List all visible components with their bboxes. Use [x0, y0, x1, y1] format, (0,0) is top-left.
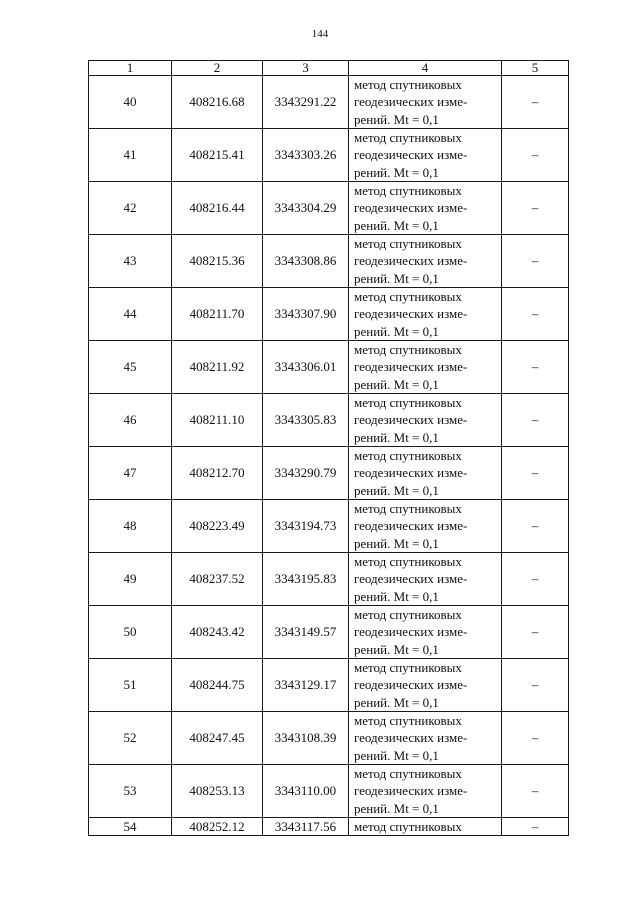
note-cell: – [502, 765, 569, 818]
x-coordinate-cell: 408253.13 [172, 765, 263, 818]
method-line: рений. Mt = 0,1 [354, 323, 439, 339]
table-row [89, 341, 569, 394]
note-cell: – [502, 288, 569, 341]
point-number-cell: 50 [89, 606, 172, 659]
note-cell: – [502, 447, 569, 500]
x-coordinate-cell: 408215.41 [172, 129, 263, 182]
method-line: рений. Mt = 0,1 [354, 747, 439, 763]
table-row [89, 712, 569, 765]
method-line: метод спутниковых [354, 289, 462, 305]
point-number-cell: 45 [89, 341, 172, 394]
method-cell [349, 235, 502, 288]
method-line: рений. Mt = 0,1 [354, 111, 439, 127]
method-line: рений. Mt = 0,1 [354, 694, 439, 710]
method-cell [349, 500, 502, 553]
header-cell: 4 [349, 61, 502, 76]
note-cell: – [502, 606, 569, 659]
method-line: рений. Mt = 0,1 [354, 535, 439, 551]
method-cell [349, 553, 502, 606]
table-row [89, 394, 569, 447]
note-cell: – [502, 553, 569, 606]
y-coordinate-cell: 3343129.17 [263, 659, 349, 712]
x-coordinate-cell: 408211.70 [172, 288, 263, 341]
point-number-cell: 53 [89, 765, 172, 818]
point-number-cell: 54 [89, 818, 172, 836]
table-row [89, 288, 569, 341]
method-line: геодезических изме- [354, 306, 468, 322]
y-coordinate-cell: 3343306.01 [263, 341, 349, 394]
note-cell: – [502, 76, 569, 129]
x-coordinate-cell: 408252.12 [172, 818, 263, 836]
x-coordinate-cell: 408216.68 [172, 76, 263, 129]
method-line: метод спутниковых [354, 607, 462, 623]
point-number-cell: 42 [89, 182, 172, 235]
header-row [89, 61, 569, 76]
table-row [89, 76, 569, 129]
y-coordinate-cell: 3343290.79 [263, 447, 349, 500]
method-cell [349, 394, 502, 447]
table-row [89, 447, 569, 500]
method-line: геодезических изме- [354, 730, 468, 746]
y-coordinate-cell: 3343305.83 [263, 394, 349, 447]
point-number-cell: 44 [89, 288, 172, 341]
x-coordinate-cell: 408212.70 [172, 447, 263, 500]
table-row [89, 235, 569, 288]
method-line: метод спутниковых [354, 183, 462, 199]
method-line: метод спутниковых [354, 236, 462, 252]
table-row [89, 553, 569, 606]
note-cell: – [502, 182, 569, 235]
table-row [89, 818, 569, 836]
y-coordinate-cell: 3343108.39 [263, 712, 349, 765]
note-cell: – [502, 818, 569, 836]
method-line: геодезических изме- [354, 783, 468, 799]
method-line: рений. Mt = 0,1 [354, 641, 439, 657]
method-line: рений. Mt = 0,1 [354, 429, 439, 445]
x-coordinate-cell: 408244.75 [172, 659, 263, 712]
note-cell: – [502, 341, 569, 394]
header-cell: 3 [263, 61, 349, 76]
method-cell [349, 182, 502, 235]
method-line: геодезических изме- [354, 147, 468, 163]
y-coordinate-cell: 3343291.22 [263, 76, 349, 129]
point-number-cell: 46 [89, 394, 172, 447]
table-row [89, 182, 569, 235]
method-line: рений. Mt = 0,1 [354, 482, 439, 498]
method-line: рений. Mt = 0,1 [354, 588, 439, 604]
point-number-cell: 48 [89, 500, 172, 553]
method-cell [349, 712, 502, 765]
header-cell: 1 [89, 61, 172, 76]
y-coordinate-cell: 3343308.86 [263, 235, 349, 288]
method-cell [349, 818, 502, 836]
method-line: геодезических изме- [354, 412, 468, 428]
y-coordinate-cell: 3343117.56 [263, 818, 349, 836]
x-coordinate-cell: 408211.10 [172, 394, 263, 447]
note-cell: – [502, 394, 569, 447]
table-header [89, 61, 569, 76]
point-number-cell: 52 [89, 712, 172, 765]
y-coordinate-cell: 3343307.90 [263, 288, 349, 341]
table-row [89, 606, 569, 659]
method-cell [349, 129, 502, 182]
method-line: рений. Mt = 0,1 [354, 800, 439, 816]
point-number-cell: 40 [89, 76, 172, 129]
method-cell [349, 341, 502, 394]
method-line: метод спутниковых [354, 766, 462, 782]
method-line: геодезических изме- [354, 200, 468, 216]
x-coordinate-cell: 408215.36 [172, 235, 263, 288]
table-row [89, 659, 569, 712]
method-line: геодезических изме- [354, 359, 468, 375]
method-line: геодезических изме- [354, 465, 468, 481]
method-cell [349, 288, 502, 341]
coordinates-table [88, 60, 569, 836]
y-coordinate-cell: 3343149.57 [263, 606, 349, 659]
method-line: рений. Mt = 0,1 [354, 376, 439, 392]
method-line: геодезических изме- [354, 94, 468, 110]
method-cell [349, 76, 502, 129]
table-row [89, 765, 569, 818]
method-line: метод спутниковых [354, 130, 462, 146]
header-cell: 2 [172, 61, 263, 76]
method-line: геодезических изме- [354, 571, 468, 587]
x-coordinate-cell: 408223.49 [172, 500, 263, 553]
note-cell: – [502, 235, 569, 288]
point-number-cell: 43 [89, 235, 172, 288]
note-cell: – [502, 129, 569, 182]
point-number-cell: 49 [89, 553, 172, 606]
table-row [89, 500, 569, 553]
method-line: метод спутниковых [354, 77, 462, 93]
method-line: рений. Mt = 0,1 [354, 164, 439, 180]
y-coordinate-cell: 3343195.83 [263, 553, 349, 606]
x-coordinate-cell: 408243.42 [172, 606, 263, 659]
method-line: метод спутниковых [354, 342, 462, 358]
method-line: рений. Mt = 0,1 [354, 217, 439, 233]
x-coordinate-cell: 408211.92 [172, 341, 263, 394]
method-line: геодезических изме- [354, 677, 468, 693]
table-row [89, 129, 569, 182]
note-cell: – [502, 659, 569, 712]
note-cell: – [502, 500, 569, 553]
method-line: метод спутниковых [354, 713, 462, 729]
y-coordinate-cell: 3343304.29 [263, 182, 349, 235]
method-line: геодезических изме- [354, 518, 468, 534]
method-line: метод спутниковых [354, 395, 462, 411]
method-cell [349, 765, 502, 818]
y-coordinate-cell: 3343194.73 [263, 500, 349, 553]
y-coordinate-cell: 3343110.00 [263, 765, 349, 818]
point-number-cell: 51 [89, 659, 172, 712]
method-line: геодезических изме- [354, 624, 468, 640]
x-coordinate-cell: 408247.45 [172, 712, 263, 765]
method-line: метод спутниковых [354, 554, 462, 570]
method-line: метод спутниковых [354, 448, 462, 464]
method-cell [349, 659, 502, 712]
page-number: 144 [311, 28, 329, 40]
y-coordinate-cell: 3343303.26 [263, 129, 349, 182]
point-number-cell: 41 [89, 129, 172, 182]
method-line: метод спутниковых [354, 660, 462, 676]
method-line: метод спутниковых [354, 819, 462, 834]
method-cell [349, 447, 502, 500]
header-cell: 5 [502, 61, 569, 76]
x-coordinate-cell: 408216.44 [172, 182, 263, 235]
table-body [89, 76, 569, 836]
x-coordinate-cell: 408237.52 [172, 553, 263, 606]
method-line: геодезических изме- [354, 253, 468, 269]
method-line: метод спутниковых [354, 501, 462, 517]
note-cell: – [502, 712, 569, 765]
method-cell [349, 606, 502, 659]
point-number-cell: 47 [89, 447, 172, 500]
method-line: рений. Mt = 0,1 [354, 270, 439, 286]
